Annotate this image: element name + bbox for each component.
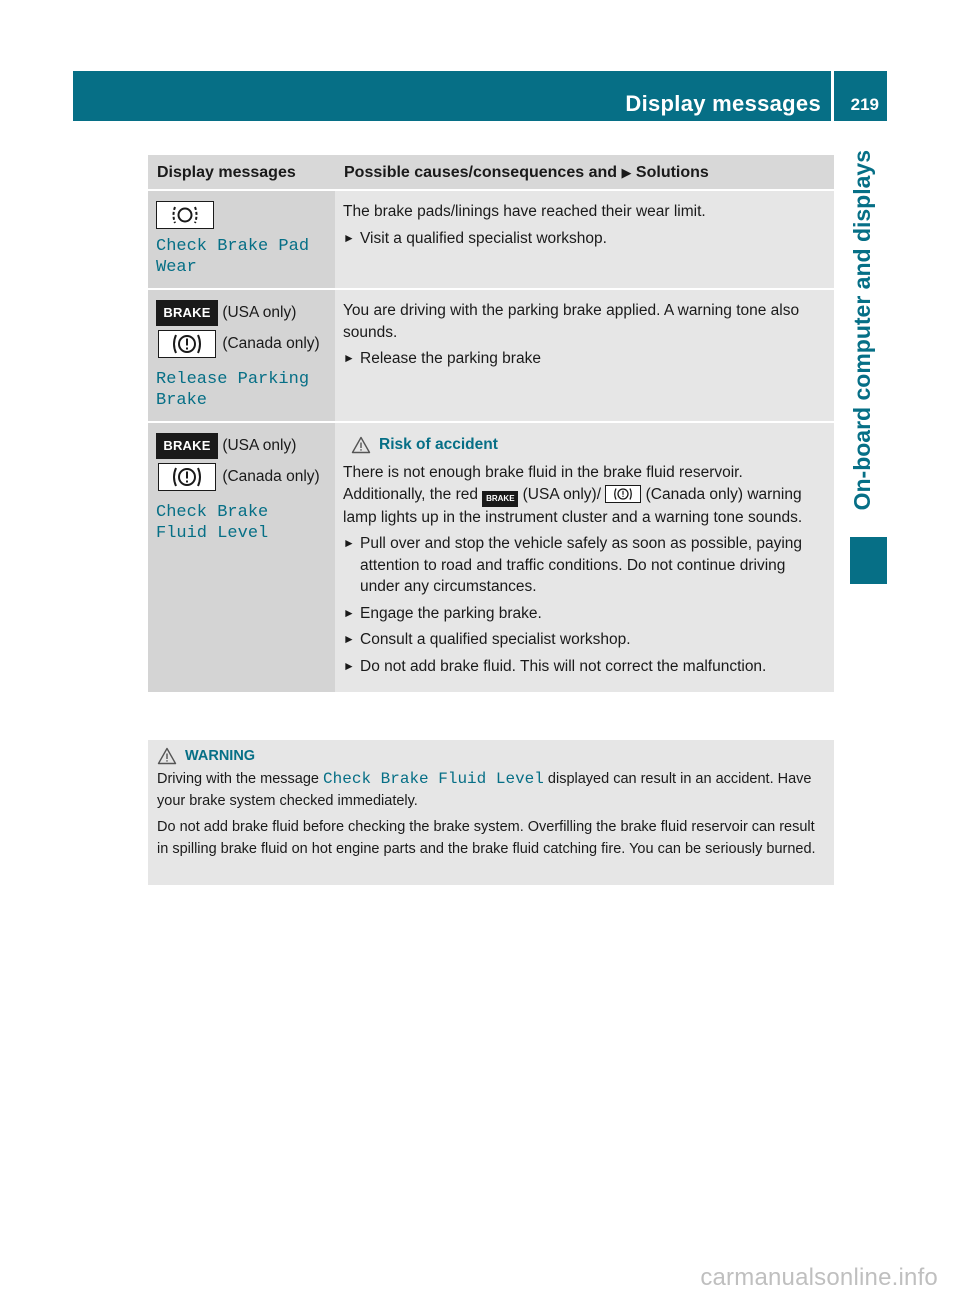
causes-cell (335, 422, 834, 692)
solution-text: Engage the parking brake. (360, 604, 542, 622)
cause-text-part: Additionally, the red (343, 485, 478, 503)
side-chapter-title: On-board computer and displays (849, 150, 875, 511)
message-check-brake-fluid-level: Check Brake Fluid Level (156, 503, 269, 543)
page-header (73, 71, 887, 121)
warning-text-part: Driving with the message (157, 771, 319, 787)
table-row (148, 422, 834, 692)
step-arrow-icon: ► (343, 351, 355, 365)
indicator-lamps (156, 433, 327, 495)
solution-text: Release the parking brake (360, 350, 541, 367)
cause-text-part: (USA only)/ (522, 485, 602, 503)
display-message-cell (148, 289, 335, 422)
solution-step (343, 228, 826, 250)
solution-text: Consult a qualified specialist workshop. (360, 631, 631, 648)
warning-text-part: displayed can result in an accident. Have your brake system checked immediately. (157, 771, 812, 809)
solution-step (343, 603, 826, 625)
cause-text: You are driving with the parking brake applied. A warning tone also sounds. (343, 302, 800, 341)
column-header-display-messages: Display messages (148, 155, 335, 190)
cause-text-part: warning lamp lights up in the instrument cluster and a warning tone sounds. (343, 485, 803, 526)
brake-circle-warning-icon (158, 330, 216, 358)
play-arrow-icon: ▶ (621, 165, 632, 180)
page-number: 219 (850, 95, 879, 114)
step-arrow-icon: ► (343, 536, 355, 550)
warning-heading-text: WARNING (185, 748, 256, 764)
cause-text: There is not enough brake fluid in the brake fluid reservoir. (343, 464, 743, 481)
brake-circle-warning-icon (605, 485, 641, 503)
solution-text: Visit a qualified specialist workshop. (360, 229, 607, 247)
header-title: Display messages (625, 91, 821, 116)
causes-cell (335, 190, 834, 289)
usa-only-label: (USA only) (222, 437, 297, 455)
brake-circle-warning-icon (158, 463, 216, 491)
column-header-solutions-label: Solutions (635, 164, 709, 181)
column-header-causes (335, 155, 834, 190)
causes-cell (335, 289, 834, 422)
solution-text: Do not add brake fluid. This will not correct the malfunction. (360, 657, 767, 675)
cause-text-part: (Canada only) (645, 485, 743, 503)
warning-triangle-icon (157, 747, 177, 765)
risk-heading (351, 435, 826, 455)
header-separator (831, 71, 834, 121)
step-arrow-icon: ► (343, 230, 355, 245)
brake-warning-icon: BRAKE (482, 491, 518, 507)
solution-step (343, 533, 826, 598)
step-arrow-icon: ► (343, 605, 355, 620)
step-arrow-icon: ► (343, 658, 355, 673)
warning-box (148, 740, 834, 885)
table-row (148, 190, 834, 289)
brake-pad-wear-icon (156, 201, 214, 229)
usa-only-label: (USA only) (222, 304, 297, 322)
brake-warning-icon: BRAKE (156, 300, 218, 326)
warning-heading (157, 746, 826, 766)
warning-paragraph: Do not add brake fluid before checking the brake system. Overfilling the brake fluid reservoir can result in spilling brake fluid on hot engine parts and the brake fluid catching fire. You can be seriously burned. (157, 819, 816, 857)
message-check-brake-pad-wear: Check Brake Pad Wear (156, 237, 310, 277)
table-header-row (148, 155, 834, 190)
canada-only-label: (Canada only) (222, 335, 320, 353)
risk-heading-text: Risk of accident (379, 436, 498, 453)
indicator-lamps (156, 300, 327, 362)
message-check-brake-fluid-level-inline: Check Brake Fluid Level (323, 770, 544, 788)
message-release-parking-brake: Release Parking Brake (156, 370, 310, 410)
watermark: carmanualsonline.info (700, 1264, 938, 1291)
display-message-cell (148, 422, 335, 692)
solution-step (343, 348, 826, 370)
display-messages-table (148, 155, 834, 692)
cause-text-lamps (343, 484, 826, 529)
canada-only-label: (Canada only) (222, 468, 320, 486)
warning-triangle-icon (351, 436, 371, 454)
column-header-causes-label: Possible causes/consequences and (344, 164, 618, 181)
display-message-cell (148, 190, 335, 289)
table-row (148, 289, 834, 422)
cause-text: The brake pads/linings have reached their wear limit. (343, 203, 706, 220)
brake-warning-icon: BRAKE (156, 433, 218, 459)
step-arrow-icon: ► (343, 632, 355, 646)
solution-step (343, 656, 826, 678)
solution-step (343, 629, 826, 651)
warning-paragraph (157, 769, 826, 812)
side-tab-marker (850, 537, 887, 584)
solution-text: Pull over and stop the vehicle safely as soon as possible, paying attention to road and traffic conditions. Do not continue driving under any circumstances. (360, 535, 803, 595)
